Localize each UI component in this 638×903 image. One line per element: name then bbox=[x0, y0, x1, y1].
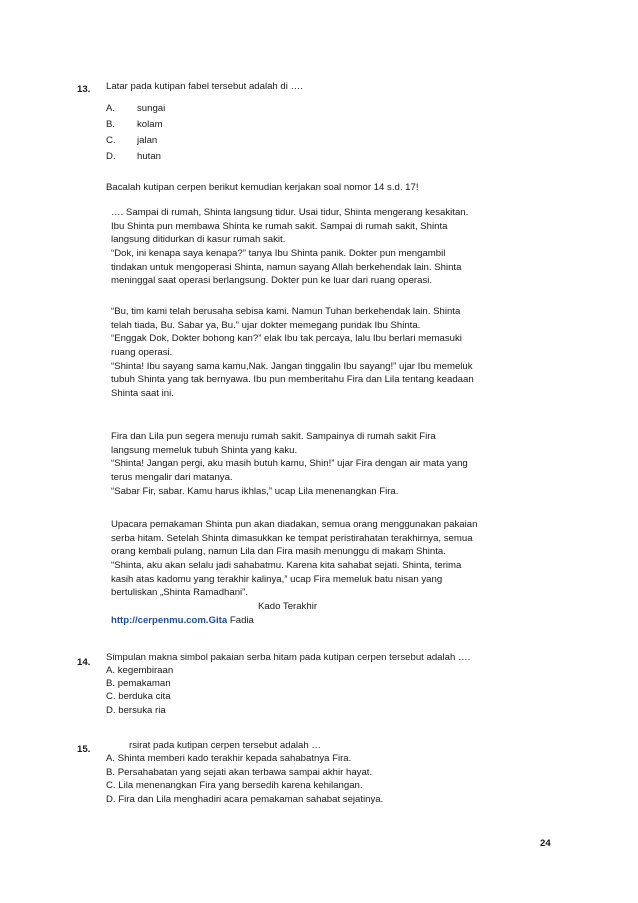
option-text: kolam bbox=[137, 119, 163, 130]
story-line: langsung ditidurkan di kasur rumah sakit. bbox=[111, 234, 286, 246]
question-14-option-c: C. berduka cita bbox=[106, 691, 171, 702]
story-source bbox=[111, 614, 254, 627]
reading-instruction: Bacalah kutipan cerpen berikut kemudian kerjakan soal nomor 14 s.d. 17! bbox=[106, 182, 419, 193]
question-15-text: rsirat pada kutipan cerpen tersebut adalah … bbox=[129, 740, 321, 751]
story-paragraph-4 bbox=[111, 518, 477, 600]
option-letter: A. bbox=[106, 103, 116, 114]
story-line: Upacara pemakaman Shinta pun akan diadakan, semua orang menggunakan pakaian bbox=[111, 519, 478, 530]
story-line: Ibu Shinta pun membawa Shinta ke rumah sakit. Sampai di rumah sakit, Shinta bbox=[111, 220, 448, 232]
story-author: Fadia bbox=[229, 615, 254, 626]
story-line: “Dok, ini kenapa saya kenapa?” tanya Ibu Shinta panik. Dokter pun mengambil bbox=[111, 248, 446, 260]
story-line: orang kembali pulang, namun Lila dan Fira masih menunggu di makam Shinta. bbox=[111, 546, 446, 558]
story-paragraph-2 bbox=[111, 305, 474, 401]
story-line: serba hitam. Setelah Shinta dimasukkan ke tempat peristirahatan terakhirnya, semua bbox=[111, 532, 473, 544]
option-letter: C. bbox=[106, 135, 116, 146]
story-line: Fira dan Lila pun segera menuju rumah sakit. Sampainya di rumah sakit Fira bbox=[111, 431, 436, 442]
story-line: “Shinta, aku akan selalu jadi sahabatmu. Karena kita sahabat sejati. Shinta, terima bbox=[111, 560, 462, 572]
story-line: “Sabar Fir, sabar. Kamu harus ikhlas,” ucap Lila menenangkan Fira. bbox=[111, 485, 399, 497]
story-line: ruang operasi. bbox=[111, 347, 173, 359]
page-number: 24 bbox=[540, 838, 551, 849]
question-15-number: 15. bbox=[77, 744, 91, 755]
question-15-option-d: D. Fira dan Lila menghadiri acara pemakaman sahabat sejatinya. bbox=[106, 794, 384, 805]
question-14-number: 14. bbox=[77, 657, 91, 668]
story-line: “Shinta! Ibu sayang sama kamu,Nak. Jangan tinggalin Ibu sayang!” ujar Ibu memeluk bbox=[111, 360, 473, 372]
story-paragraph-1 bbox=[111, 206, 468, 288]
story-line: kasih atas kadomu yang terakhir kalinya,” ucap Fira memeluk batu nisan yang bbox=[111, 573, 443, 585]
story-line: bertuliskan „Shinta Ramadhani‟. bbox=[111, 587, 249, 599]
option-letter: D. bbox=[106, 151, 116, 162]
question-13-text: Latar pada kutipan fabel tersebut adalah di …. bbox=[106, 81, 303, 92]
question-14-option-a: A. kegembiraan bbox=[106, 665, 174, 676]
story-line: tubuh Shinta yang tak bernyawa. Ibu pun memberitahu Fira dan Lila tentang keadaan bbox=[111, 374, 474, 386]
story-line: “Shinta! Jangan pergi, aku masih butuh kamu, Shin!” ujar Fira dengan air mata yang bbox=[111, 458, 468, 470]
story-line: terus mengalir dari matanya. bbox=[111, 472, 233, 484]
story-line: Shinta saat ini. bbox=[111, 388, 174, 400]
story-paragraph-3 bbox=[111, 430, 468, 498]
option-text: sungai bbox=[137, 103, 166, 114]
question-15-option-a: A. Shinta memberi kado terakhir kepada sahabatnya Fira. bbox=[106, 753, 352, 764]
option-text: jalan bbox=[137, 135, 158, 146]
question-15-option-c: C. Lila menenangkan Fira yang bersedih karena kehilangan. bbox=[106, 780, 363, 791]
story-line: “Bu, tim kami telah berusaha sebisa kami. Namun Tuhan berkehendak lain. Shinta bbox=[111, 306, 461, 317]
story-line: …. Sampai di rumah, Shinta langsung tidur. Usai tidur, Shinta mengerang kesakitan. bbox=[111, 207, 469, 218]
source-link[interactable]: http://cerpenmu.com.Gita bbox=[111, 615, 228, 626]
story-title: Kado Terakhir bbox=[258, 601, 318, 612]
question-13-number: 13. bbox=[77, 84, 91, 95]
story-line: meninggal saat operasi berlangsung. Dokter pun ke luar dari ruang operasi. bbox=[111, 275, 433, 287]
option-text: hutan bbox=[137, 151, 162, 162]
question-14-option-d: D. bersuka ria bbox=[106, 705, 166, 716]
story-line: langsung memeluk tubuh Shinta yang kaku. bbox=[111, 444, 298, 456]
story-line: tindakan untuk mengoperasi Shinta, namun sayang Allah berkehendak lain. Shinta bbox=[111, 261, 462, 273]
story-line: “Enggak Dok, Dokter bohong kan?” elak Ibu tak percaya, lalu Ibu berlari memasuki bbox=[111, 333, 462, 345]
question-14-text: Simpulan makna simbol pakaian serba hitam pada kutipan cerpen tersebut adalah …. bbox=[106, 652, 471, 663]
option-letter: B. bbox=[106, 119, 116, 130]
question-15-option-b: B. Persahabatan yang sejati akan terbawa sampai akhir hayat. bbox=[106, 767, 373, 778]
story-line: telah tiada, Bu. Sabar ya, Bu.” ujar dokter memegang pundak Ibu Shinta. bbox=[111, 319, 421, 331]
question-14-option-b: B. pemakaman bbox=[106, 678, 171, 689]
